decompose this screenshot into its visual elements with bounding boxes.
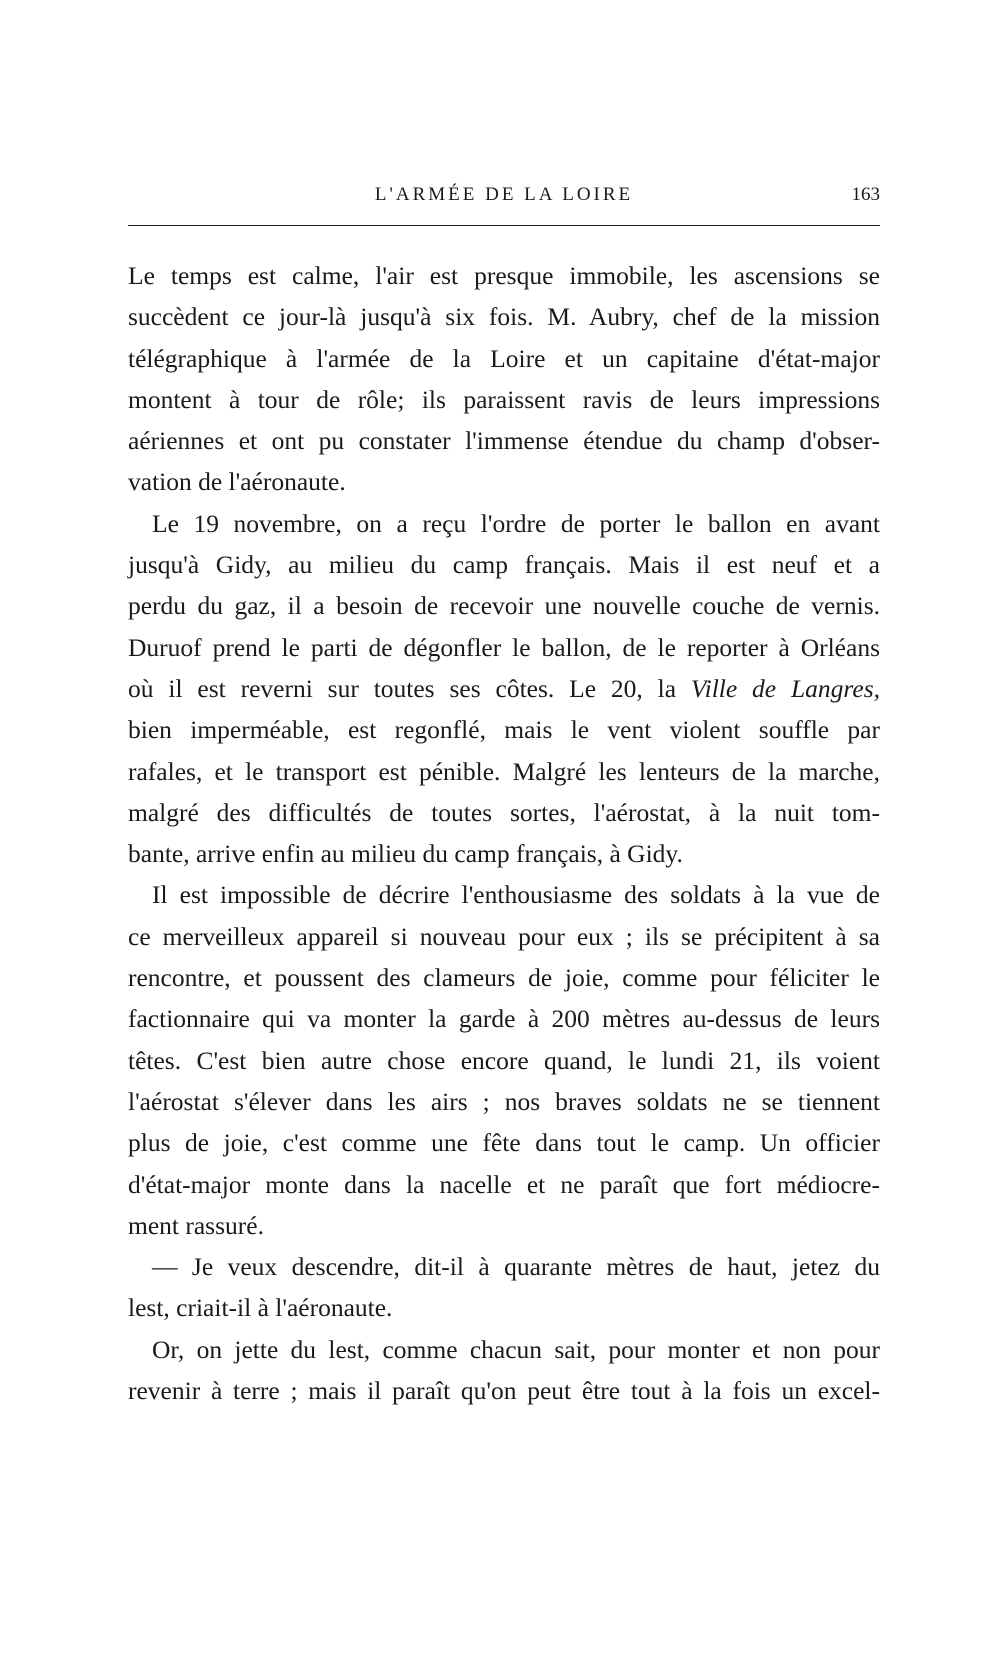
text-line: revenir à terre ; mais il paraît qu'on peut être tout à la fois un excel- <box>128 1376 880 1406</box>
text-line: bien imperméable, est regonflé, mais le vent violent souffle par <box>128 715 880 745</box>
text-line: ce merveilleux appareil si nouveau pour eux ; ils se précipitent à sa <box>128 921 880 951</box>
text-line: — Je veux descendre, dit-il à quarante mètres de haut, jetez du <box>152 1252 880 1282</box>
running-title: L'ARMÉE DE LA LOIRE <box>374 184 634 205</box>
text-line: jusqu'à Gidy, au milieu du camp français. Mais il est neuf et a <box>128 550 880 580</box>
text-line: bante, arrive enfin au milieu du camp français, à Gidy. <box>128 839 683 869</box>
text-line: montent à tour de rôle; ils paraissent ravis de leurs impressions <box>128 384 880 414</box>
text-line: rencontre, et poussent des clameurs de joie, comme pour féliciter le <box>128 963 880 993</box>
text-line: perdu du gaz, il a besoin de recevoir une nouvelle couche de vernis. <box>128 591 880 621</box>
text-line: aériennes et ont pu constater l'immense étendue du champ d'obser- <box>128 426 880 456</box>
text-line: ment rassuré. <box>128 1210 264 1240</box>
text-line: Le 19 novembre, on a reçu l'ordre de porter le ballon en avant <box>152 508 880 538</box>
text-line: succèdent ce jour-là jusqu'à six fois. M. Aubry, chef de la mission <box>128 302 880 332</box>
page-number: 163 <box>851 184 880 205</box>
text-segment: où il est reverni sur toutes ses côtes. Le 20, la <box>128 673 677 703</box>
text-line: rafales, et le transport est pénible. Malgré les lenteurs de la marche, <box>128 756 880 786</box>
text-line: Le temps est calme, l'air est presque immobile, les ascensions se <box>128 261 880 290</box>
italic-ballon-name: Ville de Langres, <box>690 673 881 703</box>
text-line: télégraphique à l'armée de la Loire et un capitaine d'état-major <box>128 343 880 373</box>
text-line: d'état-major monte dans la nacelle et ne paraît que fort médiocre- <box>128 1169 880 1199</box>
text-line: Duruof prend le parti de dégonfler le ballon, de le reporter à Orléans <box>128 632 880 662</box>
text-line: têtes. C'est bien autre chose encore quand, le lundi 21, ils voient <box>128 1045 880 1075</box>
running-head <box>128 184 880 214</box>
body-text <box>128 255 880 1411</box>
text-line: factionnaire qui va monter la garde à 200 mètres au-dessus de leurs <box>128 1004 880 1034</box>
text-line: plus de joie, c'est comme une fête dans tout le camp. Un officier <box>128 1128 880 1158</box>
text-line: Or, on jette du lest, comme chacun sait, pour monter et non pour <box>152 1334 880 1364</box>
header-rule <box>128 225 880 226</box>
text-line: vation de l'aéronaute. <box>128 467 346 497</box>
text-line: Il est impossible de décrire l'enthousiasme des soldats à la vue de <box>152 880 880 910</box>
text-line: l'aérostat s'élever dans les airs ; nos braves soldats ne se tiennent <box>128 1086 880 1116</box>
text-line: lest, criait-il à l'aéronaute. <box>128 1293 393 1323</box>
text-line: malgré des difficultés de toutes sortes, l'aérostat, à la nuit tom- <box>128 797 880 827</box>
text-line-with-italic <box>128 668 880 709</box>
